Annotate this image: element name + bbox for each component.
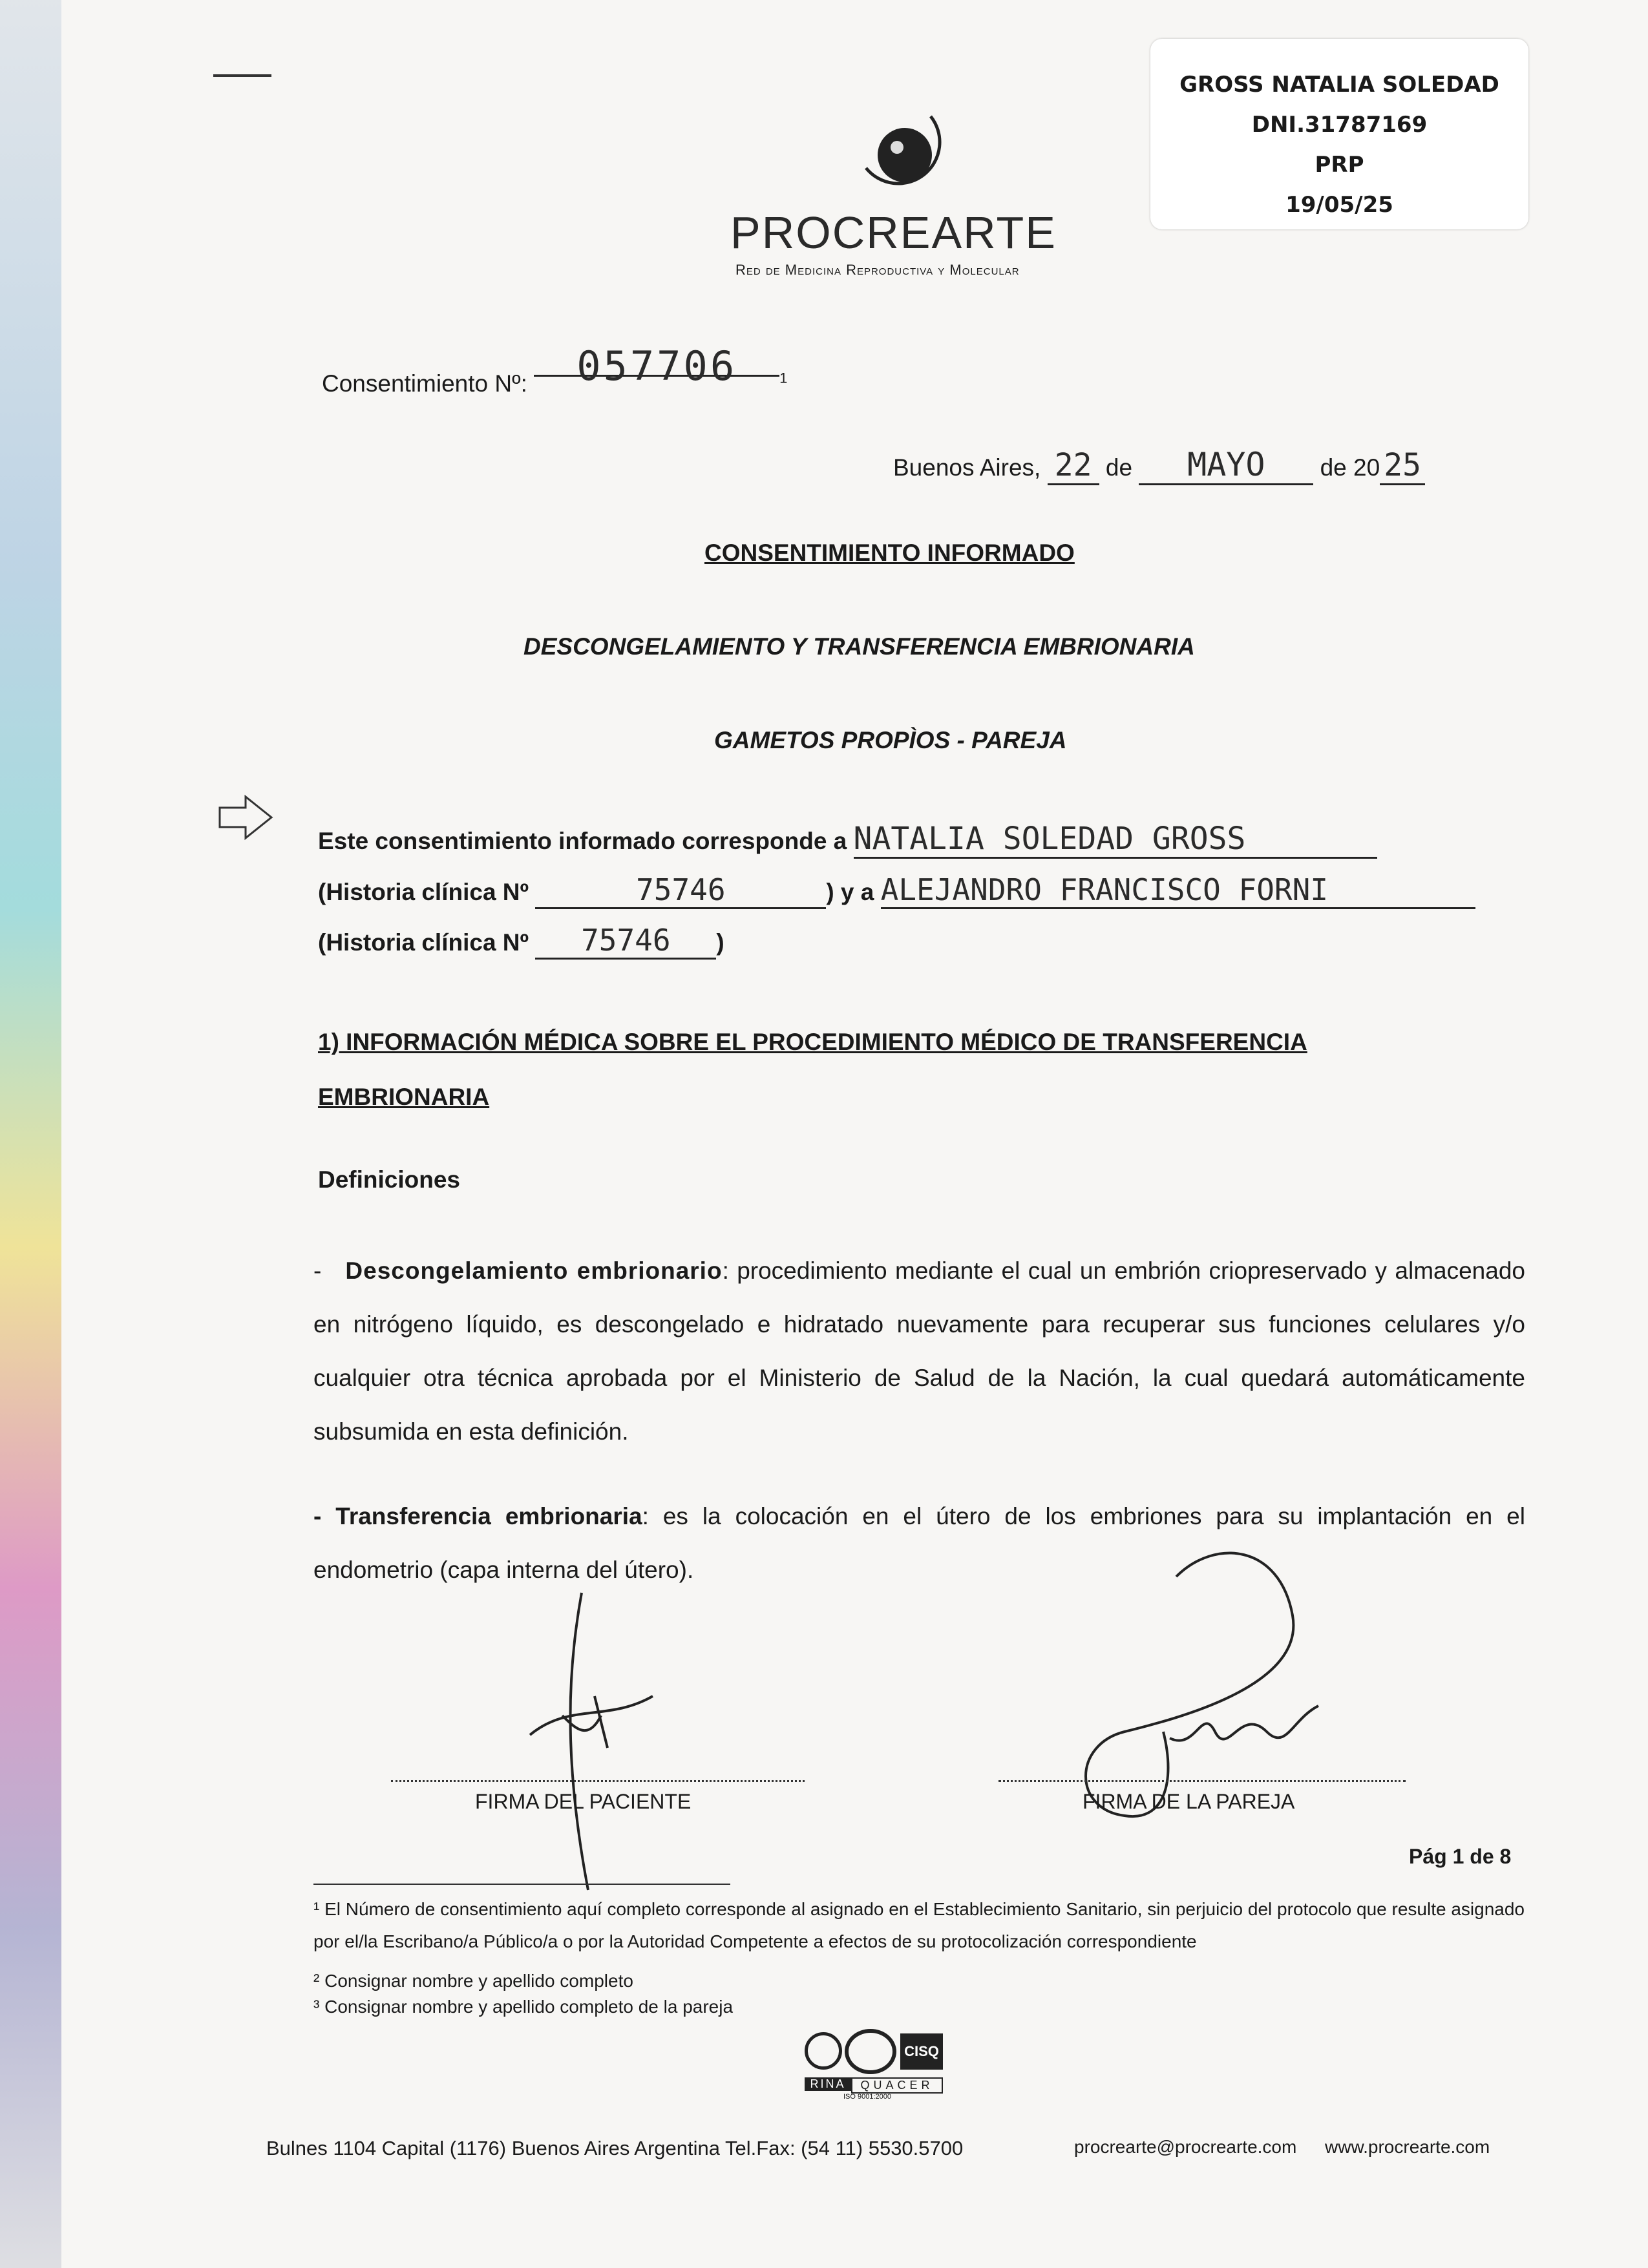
history-row-1 (318, 872, 1475, 909)
iso-label: ISO 9001:2000 (843, 2093, 892, 2101)
gametos-heading: GAMETOS PROPÌOS - PAREJA (714, 727, 1067, 753)
label-date: 19/05/25 (1285, 192, 1393, 218)
main-heading: CONSENTIMIENTO INFORMADO (704, 540, 1075, 566)
procedure-heading: DESCONGELAMIENTO Y TRANSFERENCIA EMBRIONARIA (523, 633, 1195, 660)
hc-y-a: ) y a (826, 879, 874, 905)
label-dni: DNI.31787169 (1251, 112, 1428, 138)
patient-signature (491, 1586, 685, 1896)
footnote-divider (313, 1884, 730, 1885)
procrearte-logo-icon (847, 97, 963, 207)
hc-value-1: 75746 (535, 872, 826, 909)
footer-web: www.procrearte.com (1325, 2137, 1490, 2157)
date-line (893, 446, 1425, 485)
margin-dash (213, 74, 271, 77)
quacer-logo-icon (845, 2029, 896, 2074)
def1-term: Descongelamiento embrionario (345, 1257, 723, 1284)
hc-close: ) (716, 929, 724, 956)
footnote-3: ³ Consignar nombre y apellido completo de la pareja (313, 1997, 734, 2017)
consent-number-row (322, 342, 788, 397)
date-month: MAYO (1139, 446, 1313, 485)
footer-address: Bulnes 1104 Capital (1176) Buenos Aires Argentina Tel.Fax: (54 11) 5530.5700 (266, 2137, 964, 2159)
hc-value-2: 75746 (535, 923, 716, 960)
hc-label-1: (Historia clínica Nº (318, 879, 529, 905)
def2-text: : es la colocación en el útero de los embriones para su implantación en el endometrio (capa interna del útero). (313, 1503, 1525, 1583)
date-de: de (1105, 454, 1133, 481)
label-name: GROSS NATALIA SOLEDAD (1179, 72, 1499, 98)
logo-subtitle: Red de Medicina Reproductiva y Molecular (735, 262, 1020, 278)
patient-name: NATALIA SOLEDAD GROSS (854, 821, 1377, 859)
patient-label (1150, 39, 1528, 229)
arrow-right-icon (217, 792, 275, 843)
def2-term: - Transferencia embrionaria (313, 1503, 642, 1529)
footnote-1: ¹ El Número de consentimiento aquí completo corresponde al asignado en el Establecimiento Sanitario, sin perjuicio del protocolo que resulte asignado por el/la Escribano/a Público/a o por la Autoridad Competente a efectos de su protocolización correspondiente (313, 1899, 1525, 1951)
logo-name: PROCREARTE (730, 207, 1057, 258)
cisq-logo: CISQ (900, 2033, 943, 2070)
footer-email: procrearte@procrearte.com (1074, 2137, 1297, 2157)
definiciones-heading: Definiciones (318, 1166, 460, 1193)
label-code: PRP (1315, 152, 1364, 178)
patient-signature-label: FIRMA DEL PACIENTE (475, 1790, 692, 1813)
certification-logos (805, 2026, 960, 2103)
def1-text: : procedimiento mediante el cual un embrión criopreservado y almacenado en nitrógeno líquido, es descongelado e hidratado nuevamente para recuperar sus funciones celulares y/o cualquier otra técnica aprobada por el Ministerio de Salud de la Nación, la cual quedará automáticamente subsumida en esta definición. (313, 1257, 1525, 1445)
partner-signature-line (998, 1780, 1406, 1782)
consent-footnote-mark: 1 (779, 370, 788, 386)
partner-name: ALEJANDRO FRANCISCO FORNI (881, 872, 1475, 909)
corresponde-label: Este consentimiento informado corresponde a (318, 828, 847, 854)
scan-edge-artifact (0, 0, 61, 2268)
consent-number-value: 057706 (534, 342, 779, 377)
date-city: Buenos Aires, (893, 454, 1041, 481)
patient-signature-line (391, 1780, 805, 1782)
definition-descongelamiento: - Descongelamiento embrionario: procedimiento mediante el cual un embrión criopreservado y almacenado en nitrógeno líquido, es descongelado e hidratado nuevamente para recuperar sus funciones celulares y/o cualquier otra técnica aprobada por el Ministerio de Salud de la Nación, la cual quedará automáticamente subsumida en esta definición. (313, 1257, 1525, 1445)
page-number: Pág 1 de 8 (1409, 1845, 1512, 1868)
hc-label-2: (Historia clínica Nº (318, 929, 529, 956)
section1-title: 1) INFORMACIÓN MÉDICA SOBRE EL PROCEDIMIENTO MÉDICO DE TRANSFERENCIA EMBRIONARIA (318, 1029, 1307, 1110)
rina-logo-icon (805, 2032, 842, 2070)
consent-number-label: Consentimiento Nº: (322, 370, 527, 397)
date-de-year-prefix: de 20 (1320, 454, 1380, 481)
footnote-2: ² Consignar nombre y apellido completo (313, 1971, 633, 1991)
quacer-label: QUACER (851, 2077, 943, 2094)
rina-label: RINA (805, 2077, 851, 2091)
partner-signature-label: FIRMA DE LA PAREJA (1083, 1790, 1295, 1813)
patient-row (318, 821, 1377, 859)
date-year: 25 (1380, 447, 1425, 485)
history-row-2 (318, 923, 724, 960)
date-day: 22 (1048, 447, 1099, 485)
